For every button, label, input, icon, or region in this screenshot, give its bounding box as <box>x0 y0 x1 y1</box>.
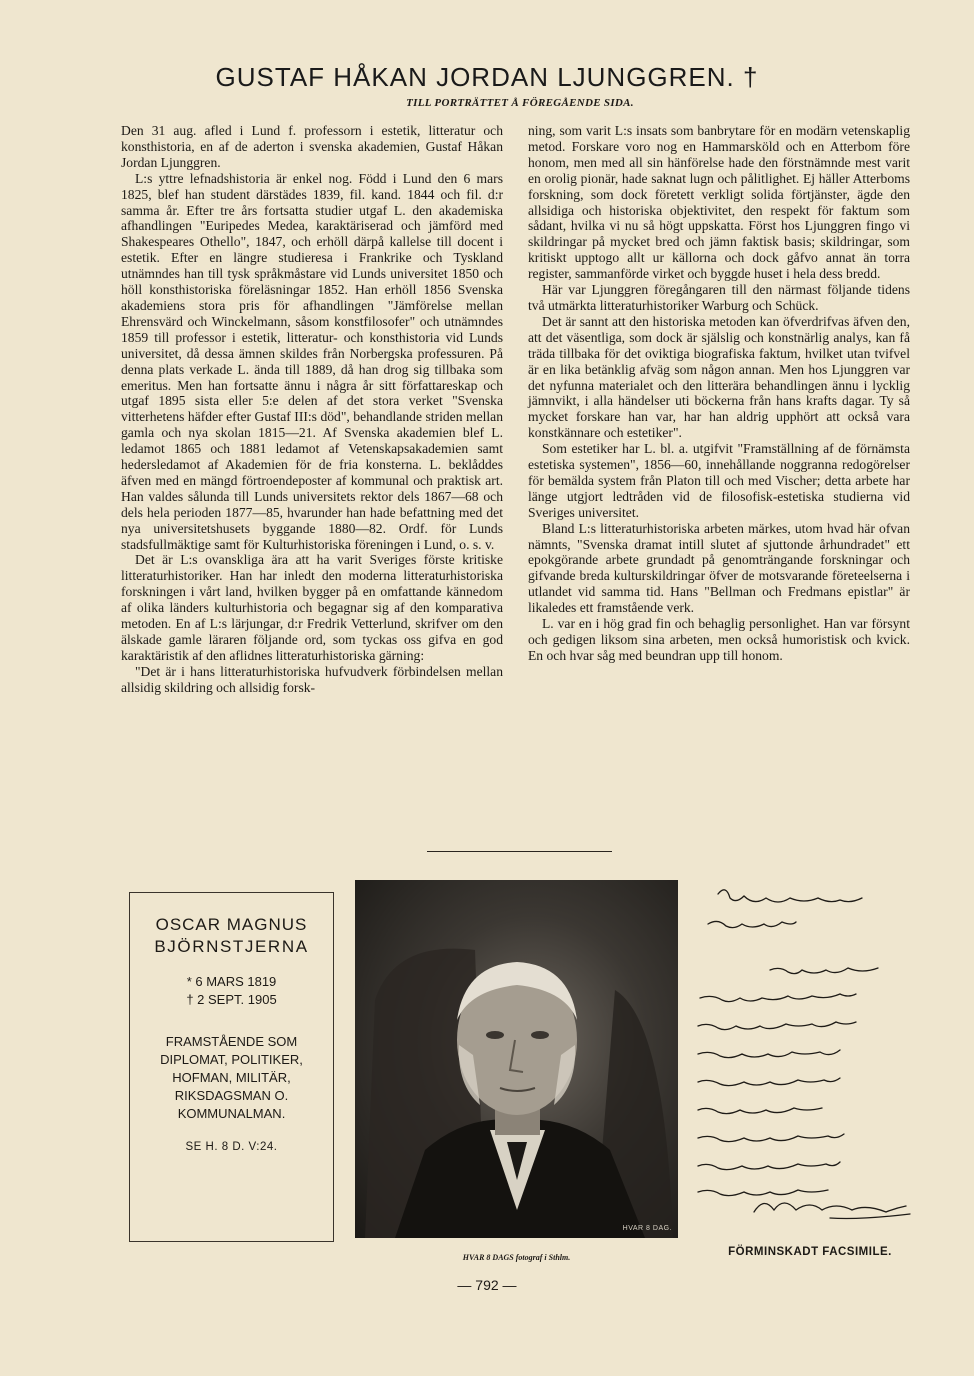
paragraph: L:s yttre lefnadshistoria är enkel nog. Född i Lund den 6 mars 1825, blef han student därstädes 1839, fil. kand. 1844 och fil. d:r samma år. Efter tre års fortsatta studier utgaf L. den akademiska afhandlingen "Euripedes Medea, karaktäriserad och jämförd med Shakespeares Othello", 1847, och erhöll därpå kallelse till docent i estetik. Efter en längre studieresa i Frankrike och Tyskland utnämndes han till tysk språkmåstare vid Lunds universitet 1850 och höll konsthistoriska föreläsningar 1852. Han erhöll 1856 Svenska akademiens stora pris för afhandlingen "Jämförelse mellan Ehrensvärd och Winckelmann, såsom konstfilosofer" och utnämndes 1859 till professor i estetik, litteratur- och konsthistoria vid Lunds universitet, då dessa ämnen skildes från Norbergska professuren. På denna plats verkade L. ända till 1889, då han drog sig tillbaka som emeritus. Men han fortsatte ännu i några år sitt författareskap och utgaf 1895 sista eller 5:e delen af det stora verket "Svenska vitterhetens häfder efter Gustaf III:s död", behandlande striden mellan gamla och nya skolan 1815—21. Af Svenska akademien blef L. ledamot 1865 och 1881 ledamot af Vetenskapsakademien samt hedersledamot af Akademien för de fria konsterna. L. beklåddes äfven med en mängd förtroendeposter af kommunal och praktisk art. Han valdes sålunda till Lunds universitets rektor dels 1867—68 och dels hela perioden 1877—85, hvarunder han hade befattning med det nya universitetshusets byggande 1880—82. Ordf. för Lunds stadsfullmäktige samt för Kulturhistoriska föreningen i Lund, o. s. v. <box>121 170 503 552</box>
handwriting-scribble <box>680 880 930 1225</box>
paragraph: L. var en i hög grad fin och behaglig personlighet. Han var försynt och gedigen liksom sina arbeten, men också humoristisk och kvick. En och hvar såg med beundran upp till honom. <box>528 616 910 663</box>
paragraph: Bland L:s litteraturhistoriska arbeten märkes, utom hvad här ofvan nämnts, "Svenska dramat intill slutet af sjuttonde århundradet" ett epokgörande arbete grundadt på genomträngande forskningar och gifvande breda kulturskildringar öfver de motsvarande företeelserna i utlandet vid samma tid. Hans "Bellman och Fredmans epistlar" är likaledes ett framstående verk. <box>528 520 910 616</box>
facsimile-caption: FÖRMINSKADT FACSIMILE. <box>728 1246 892 1258</box>
paragraph: Den 31 aug. afled i Lund f. professorn i estetik, litteratur och konsthistoria, en af de aderton i svenska akademien, Gustaf Håkan Jordan Ljunggren. <box>121 123 503 170</box>
obituary-last-name: BJÖRNSTJERNA <box>154 937 309 956</box>
paragraph: "Det är i hans litteraturhistoriska hufvudverk förbindelsen mellan allsidig skildring och allsidig forsk- <box>121 663 503 695</box>
paragraph: Här var Ljunggren föregångaren till den närmast följande tidens två utmärkta litteraturhistoriker Warburg och Schück. <box>528 282 910 313</box>
article-column-right <box>528 123 910 664</box>
portrait-photo <box>355 880 678 1238</box>
obituary-box <box>129 892 334 1242</box>
page-number: — 792 — <box>457 1277 517 1293</box>
obituary-first-name: OSCAR MAGNUS <box>155 915 308 934</box>
photo-watermark: HVAR 8 DAG. <box>622 1225 672 1232</box>
obituary-reference: SE H. 8 D. V:24. <box>185 1141 278 1153</box>
portrait-illustration <box>355 880 678 1238</box>
photo-caption: HVAR 8 DAGS fotograf i Sthlm. <box>462 1253 571 1262</box>
section-divider <box>427 851 612 852</box>
paragraph: Det är L:s ovanskliga ära att ha varit Sveriges förste kritiske litteraturhistoriker. Han har inledt den moderna litteraturhistoriska forskningen i vårt land, hvilken bygger på en omfattande kännedom af olika länders kulturhistoria och begagnar sig af den komparativa metoden. En af L:s lärjungar, d:r Fredrik Vetterlund, skrifver om den älskade gamle läraren följande ord, som tyckas oss gifva en god karaktäristik af den aflidnes litteraturhistoriska gärning: <box>121 552 503 663</box>
obituary-description: FRAMSTÅENDE SOM DIPLOMAT, POLITIKER, HOFMAN, MILITÄR, RIKSDAGSMAN O. KOMMUNALMAN. <box>160 1034 303 1121</box>
paragraph: ning, som varit L:s insats som banbrytare för en modärn vetenskaplig metod. Forskare voro nog en Hammarsköld och en Atterbom före honom, men med all sin hänförelse hade den förstnämnde mest varit en orolig pionär, hade saknat lugn och pålitlighet. Ej häller Atterboms forskning, som dock företett verkligt solida förtjänster, ägde den allsidiga och historiska objektivitet, den respekt för faktum som sådant, hvilka vi nu så högt uppskatta. Först hos Ljunggren fingo vi skildringar på mycket bred och jämn faktisk basis; skildringar, som kritiskt upptogo allt ur källorna och dock gåfvo annat än torra register, sammanförde virket och byggde huset i hela dess bredd. <box>528 123 910 282</box>
article-column-left <box>121 123 503 696</box>
obituary-died: † 2 SEPT. 1905 <box>186 992 277 1007</box>
paragraph: Som estetiker har L. bl. a. utgifvit "Framställning af de förnämsta estetiska systemen", 1856—60, innehållande noggranna redogörelser för bemälda system från Platon till och med Vischer; detta arbete har länge utgjort ledtråden vid de filosofisk-estetiska studierna vid Sveriges universitet. <box>528 441 910 520</box>
handwritten-letter-facsimile <box>680 880 930 1225</box>
obituary-born: * 6 MARS 1819 <box>186 974 277 989</box>
article-subtitle: TILL PORTRÄTTET Å FÖREGÅENDE SIDA. <box>406 97 634 109</box>
paragraph: Det är sannt att den historiska metoden kan öfverdrifvas äfven den, att det väsentliga, som dock är själslig och konstnärlig analys, kan få träda tillbaka för det oviktiga biografiska faktum, hvilket utan tvifvel är en lika betänklig afväg som någon annan. Men hos Ljunggren var det nyfunna materialet och den litterära behandlingen ännu i lycklig jämnvikt, i alla händelser uti böckerna från hans krafts dagar. Ty så mycket forskare han var, har han aldrig upphört att också vara konstkännare och estetiker". <box>528 313 910 441</box>
article-title: GUSTAF HÅKAN JORDAN LJUNGGREN. † <box>215 62 759 92</box>
